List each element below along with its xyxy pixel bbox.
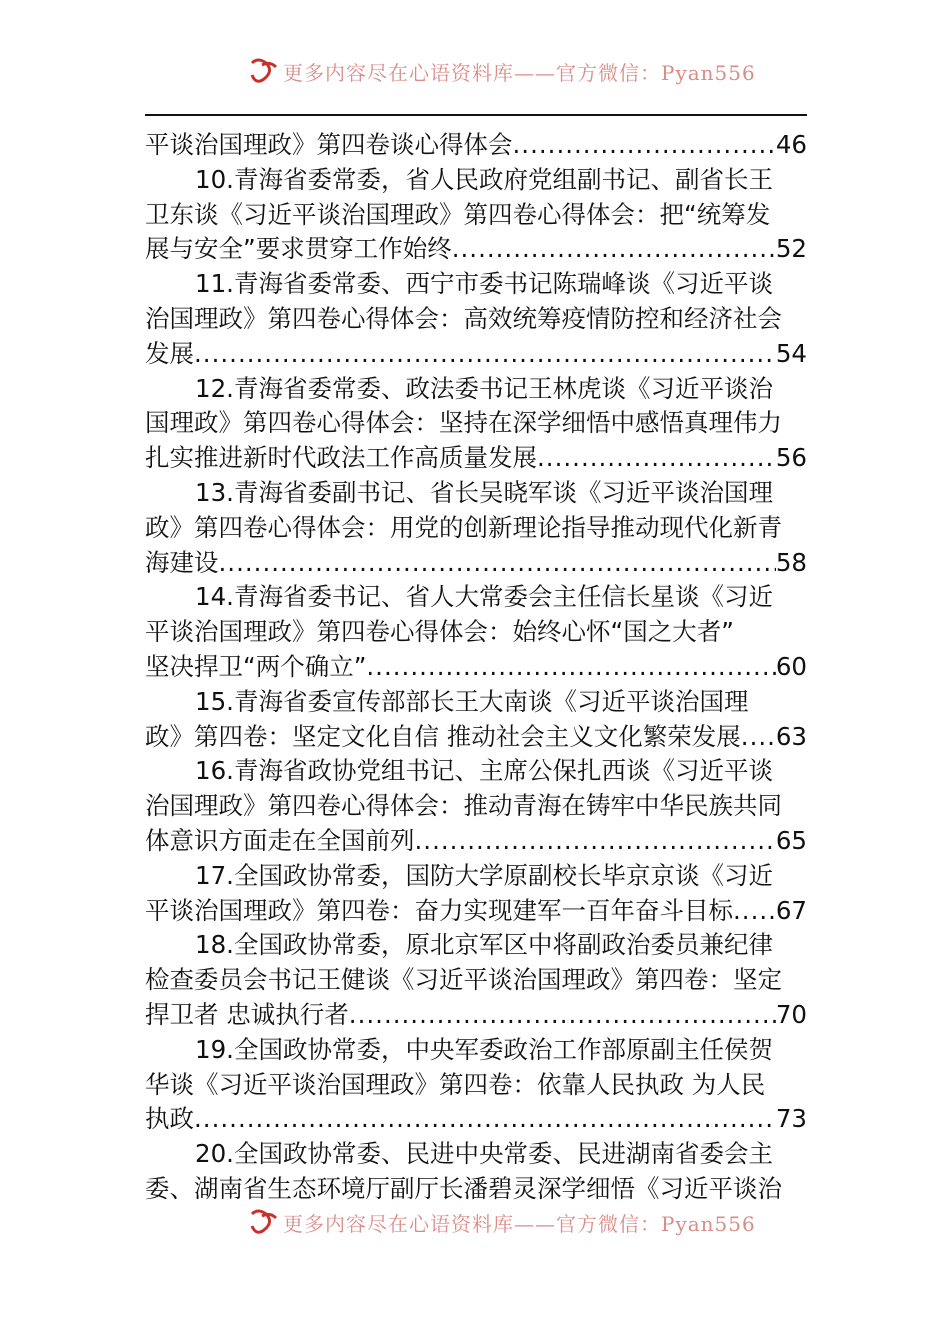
toc-entry-line: 18.全国政协常委，原北京军区中将副政治委员兼纪律 <box>195 930 773 960</box>
toc-entry-line: 16.青海省政协党组书记、主席公保扎西谈《习近平谈 <box>195 756 773 786</box>
page-number: 52 <box>775 234 807 264</box>
toc-entry-text: 平谈治国理政》第四卷：奋力实现建军一百年奋斗目标 <box>145 895 733 925</box>
leader-dots <box>349 998 776 1033</box>
toc-entry-line: 华谈《习近平谈治国理政》第四卷：依靠人民执政 为人民 <box>145 1069 766 1099</box>
toc-entry-text: 扎实推进新时代政法工作高质量发展 <box>145 443 537 473</box>
leader-dots <box>513 128 776 163</box>
leader-dots <box>366 650 775 685</box>
toc-entry-last-line <box>145 894 807 929</box>
toc-entry[interactable] <box>145 859 807 929</box>
toc-entry-line: 13.青海省委副书记、省长吴晓军谈《习近平谈治国理 <box>195 477 773 507</box>
toc-entry-line: 11.青海省委常委、西宁市委书记陈瑞峰谈《习近平谈 <box>195 269 773 299</box>
toc-entry[interactable] <box>145 476 807 580</box>
toc-entry-last-line <box>145 441 807 476</box>
toc-entry-text: 政》第四卷：坚定文化自信 推动社会主义文化繁荣发展 <box>145 721 741 751</box>
toc-entry-line: 检查委员会书记王健谈《习近平谈治国理政》第四卷：坚定 <box>145 965 782 995</box>
toc-entry[interactable] <box>145 685 807 755</box>
toc-entry-line: 治国理政》第四卷心得体会：推动青海在铸牢中华民族共同 <box>145 791 782 821</box>
toc-entry-line: 国理政》第四卷心得体会：坚持在深学细悟中感悟真理伟力 <box>145 408 782 438</box>
toc-entry-text: 坚决捍卫“两个确立” <box>145 651 367 681</box>
toc-entry[interactable] <box>145 754 807 858</box>
toc-entry-last-line <box>145 720 807 755</box>
toc-entry-last-line <box>145 998 807 1033</box>
toc-entry[interactable] <box>145 1137 807 1207</box>
toc-entry-line: 平谈治国理政》第四卷心得体会：始终心怀“国之大者” <box>145 617 734 647</box>
leader-dots <box>194 1102 776 1137</box>
toc-entry-line: 14.青海省委书记、省人大常委会主任信长星谈《习近 <box>195 582 773 612</box>
logo-icon <box>248 55 282 85</box>
leader-dots <box>733 894 776 929</box>
toc-entry-text: 平谈治国理政》第四卷谈心得体会 <box>145 130 513 159</box>
toc-entry[interactable] <box>145 163 807 267</box>
table-of-contents <box>145 128 807 1207</box>
toc-entry-line: 19.全国政协常委，中央军委政治工作部原副主任侯贺 <box>195 1034 773 1064</box>
leader-dots <box>194 337 776 372</box>
toc-entry-last-line <box>145 824 807 859</box>
toc-entry-text: 海建设 <box>145 547 219 577</box>
toc-entry-last-line <box>145 232 807 267</box>
toc-entry[interactable] <box>145 128 807 163</box>
watermark-footer: 更多内容尽在心语资料库——官方微信：Pyan556 <box>283 1212 756 1236</box>
toc-entry[interactable] <box>145 1033 807 1137</box>
toc-entry-text: 展与安全”要求贯穿工作始终 <box>145 234 452 264</box>
toc-entry-line: 17.全国政协常委，国防大学原副校长毕京京谈《习近 <box>195 860 773 890</box>
page-number: 73 <box>775 1104 807 1134</box>
toc-entry-last-line <box>145 650 807 685</box>
page-header <box>0 52 950 92</box>
toc-entry-line: 15.青海省委宣传部部长王大南谈《习近平谈治国理 <box>195 686 749 716</box>
toc-entry[interactable] <box>145 580 807 684</box>
page-footer <box>0 1203 950 1243</box>
leader-dots <box>219 546 776 581</box>
watermark-header: 更多内容尽在心语资料库——官方微信：Pyan556 <box>283 61 756 85</box>
toc-entry-text: 发展 <box>145 338 194 368</box>
toc-entry-line: 治国理政》第四卷心得体会：高效统筹疫情防控和经济社会 <box>145 303 782 333</box>
leader-dots <box>415 824 776 859</box>
toc-entry-text: 执政 <box>145 1104 194 1134</box>
toc-entry-text: 捍卫者 忠诚执行者 <box>145 999 349 1029</box>
toc-entry-last-line <box>145 546 807 581</box>
page-number: 65 <box>775 825 807 855</box>
leader-dots <box>741 720 776 755</box>
leader-dots <box>537 441 776 476</box>
logo-icon <box>248 1206 282 1236</box>
toc-entry-line: 委、湖南省生态环境厅副厅长潘碧灵深学细悟《习近平谈治 <box>145 1173 782 1203</box>
toc-entry[interactable] <box>145 372 807 476</box>
page-number: 46 <box>775 130 807 159</box>
toc-entry-line: 12.青海省委常委、政法委书记王林虎谈《习近平谈治 <box>195 373 773 403</box>
page-number: 56 <box>775 443 807 473</box>
page-number: 60 <box>775 651 807 681</box>
page-number: 54 <box>775 338 807 368</box>
toc-entry-line: 卫东谈《习近平谈治国理政》第四卷心得体会：把“统筹发 <box>145 199 771 229</box>
page-number: 70 <box>775 999 807 1029</box>
toc-entry-last-line <box>145 337 807 372</box>
toc-entry-line: 20.全国政协常委、民进中央常委、民进湖南省委会主 <box>195 1139 773 1169</box>
page-number: 67 <box>775 895 807 925</box>
page-number: 58 <box>775 547 807 577</box>
page-number: 63 <box>775 721 807 751</box>
header-rule <box>145 114 807 116</box>
toc-entry-last-line <box>145 128 807 163</box>
toc-entry-text: 体意识方面走在全国前列 <box>145 825 415 855</box>
toc-entry-last-line <box>145 1102 807 1137</box>
toc-entry[interactable] <box>145 928 807 1032</box>
toc-entry-line: 10.青海省委常委，省人民政府党组副书记、副省长王 <box>195 164 773 194</box>
leader-dots <box>452 232 776 267</box>
toc-entry[interactable] <box>145 267 807 371</box>
toc-entry-line: 政》第四卷心得体会：用党的创新理论指导推动现代化新青 <box>145 512 782 542</box>
